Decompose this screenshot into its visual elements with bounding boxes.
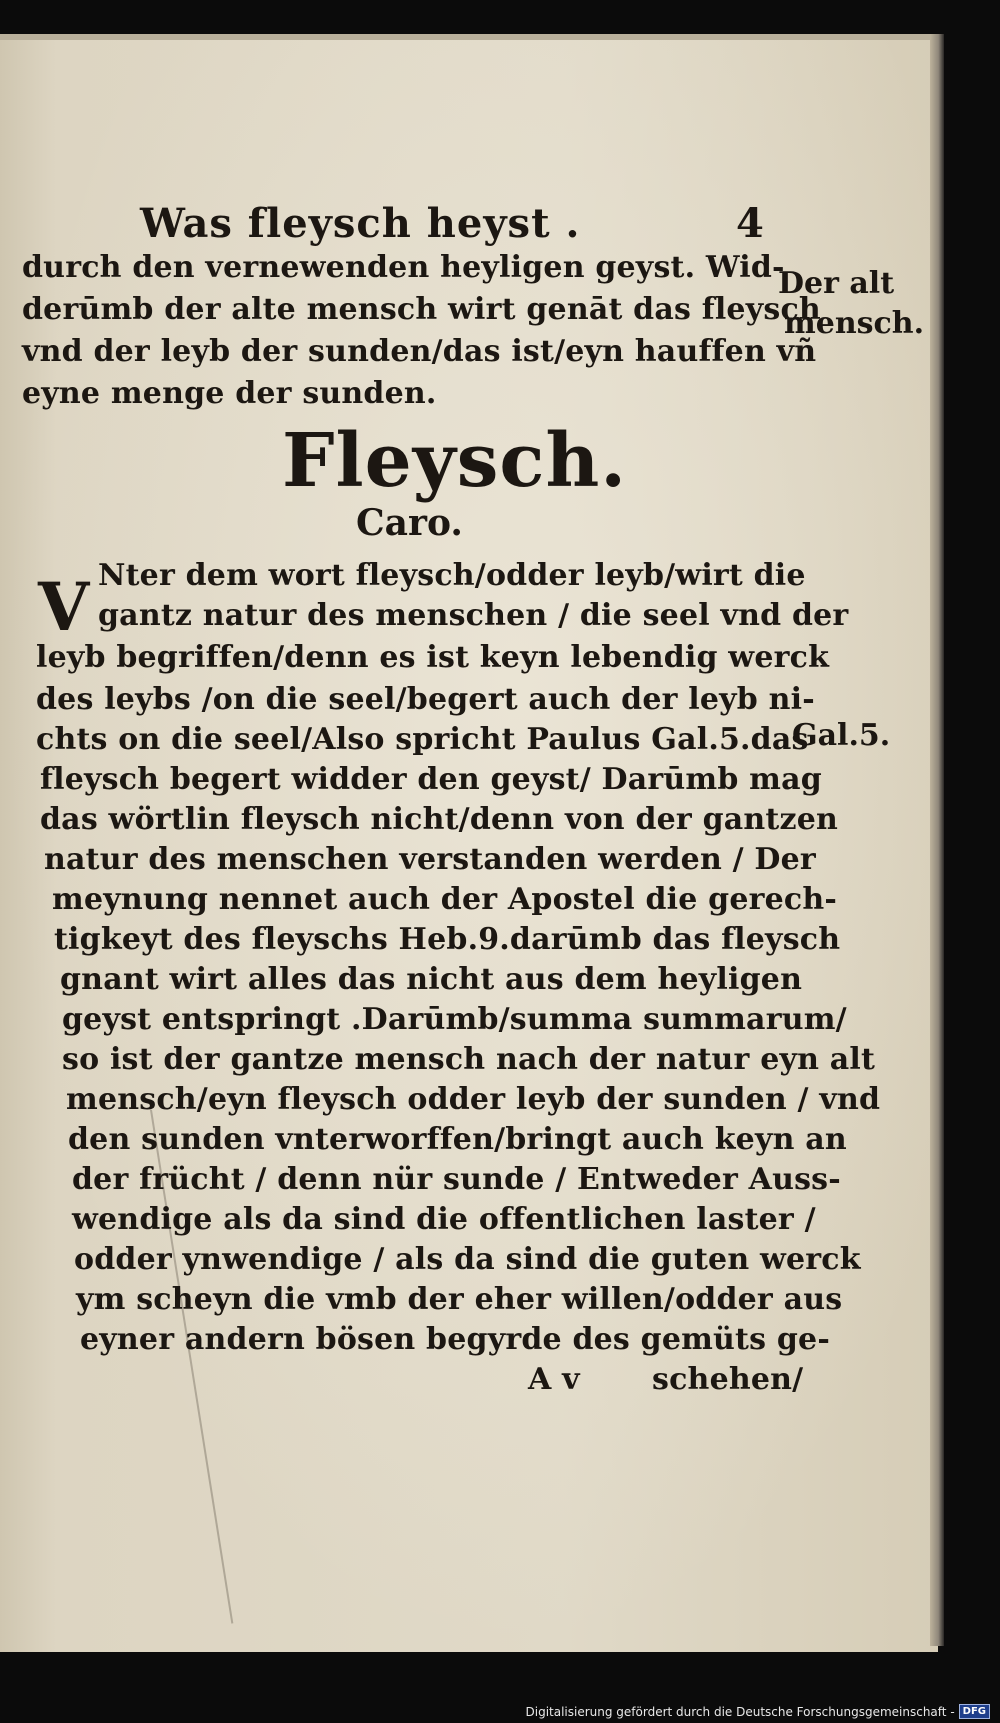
top-line: derūmb der alte mensch wirt genāt das fleysch bbox=[22, 292, 821, 327]
section-heading: Fleysch. bbox=[282, 418, 628, 504]
drop-initial: V bbox=[38, 568, 90, 646]
body-line: der frücht / denn nür sunde / Entweder Auss- bbox=[72, 1162, 841, 1197]
running-head: Was fleysch heyst . bbox=[140, 200, 581, 247]
body-line: leyb begriffen/denn es ist keyn lebendig werck bbox=[36, 640, 830, 675]
body-line: wendige als da sind die offentlichen laster / bbox=[72, 1202, 816, 1237]
top-line: eyne menge der sunden. bbox=[22, 376, 437, 411]
body-line: eyner andern bösen begyrde des gemüts ge- bbox=[80, 1322, 830, 1357]
body-line: so ist der gantze mensch nach der natur eyn alt bbox=[62, 1042, 876, 1077]
signature-mark: A v bbox=[528, 1362, 580, 1397]
body-line: natur des menschen verstanden werden / Der bbox=[44, 842, 816, 877]
margin-note-gal: Gal.5. bbox=[792, 718, 891, 753]
top-line: durch den vernewenden heyligen geyst. Wid- bbox=[22, 250, 785, 285]
body-line: chts on die seel/Also spricht Paulus Gal.5.das bbox=[36, 722, 809, 757]
margin-note-der-alt: Der alt bbox=[778, 266, 895, 301]
body-line: Nter dem wort fleysch/odder leyb/wirt die bbox=[98, 558, 806, 593]
folio-number: 4 bbox=[736, 200, 764, 247]
body-line: odder ynwendige / als da sind die guten werck bbox=[74, 1242, 861, 1277]
body-line: gantz natur des menschen / die seel vnd der bbox=[98, 598, 849, 633]
credit-text: Digitalisierung gefördert durch die Deutsche Forschungsgemeinschaft - bbox=[525, 1704, 955, 1719]
body-line: das wörtlin fleysch nicht/denn von der gantzen bbox=[40, 802, 838, 837]
body-line: des leybs /on die seel/begert auch der leyb ni- bbox=[36, 682, 815, 717]
digitization-credit bbox=[526, 1704, 991, 1719]
body-line: meynung nennet auch der Apostel die gerech- bbox=[52, 882, 838, 917]
page-edge bbox=[930, 34, 944, 1646]
catchword: schehen/ bbox=[652, 1362, 804, 1397]
margin-note-mensch: mensch. bbox=[784, 306, 925, 341]
dfg-logo: DFG bbox=[959, 1704, 990, 1719]
top-line: vnd der leyb der sunden/das ist/eyn hauffen vñ bbox=[22, 334, 817, 369]
body-line: tigkeyt des fleyschs Heb.9.darūmb das fleysch bbox=[54, 922, 841, 957]
body-line: ym scheyn die vmb der eher willen/odder aus bbox=[76, 1282, 843, 1317]
body-line: den sunden vnterworffen/bringt auch keyn an bbox=[68, 1122, 847, 1157]
body-line: fleysch begert widder den geyst/ Darūmb mag bbox=[40, 762, 822, 797]
body-line: geyst entspringt .Darūmb/summa summarum/ bbox=[62, 1002, 847, 1037]
section-subheading: Caro. bbox=[356, 502, 463, 544]
body-line: gnant wirt alles das nicht aus dem heyligen bbox=[60, 962, 803, 997]
body-line: mensch/eyn fleysch odder leyb der sunden / vnd bbox=[66, 1082, 881, 1117]
